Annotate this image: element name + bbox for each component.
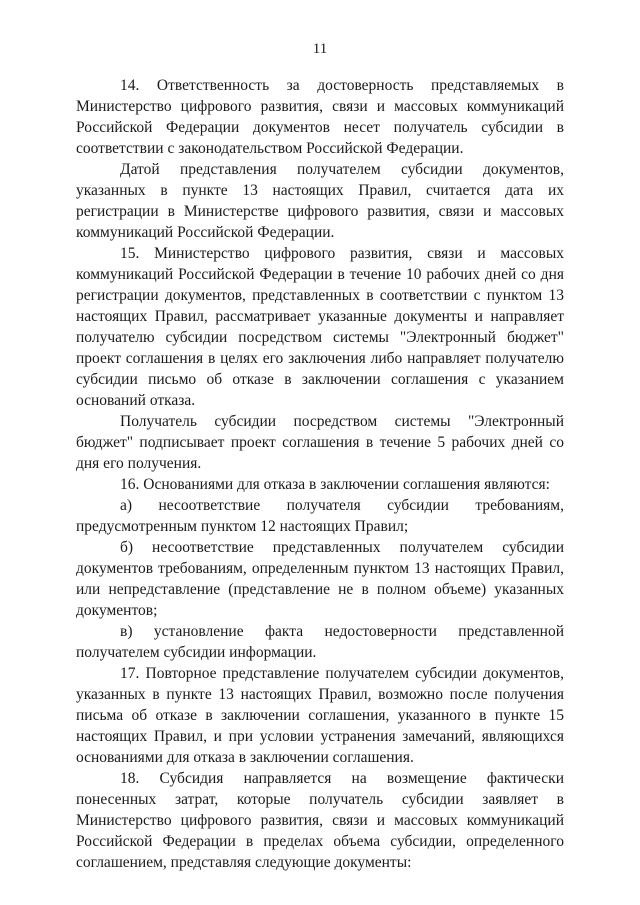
paragraph-14: 14. Ответственность за достоверность представляемых в Министерство цифрового развития, связи и массовых коммуникаций Российской Федерации документов несет получатель субсидии в соответствии с законодательством Российской Федерации. <box>76 77 564 157</box>
paragraph-16-item-c: в) установление факта недостоверности представленной получателем субсидии информации. <box>76 623 564 661</box>
paragraph-15: 15. Министерство цифрового развития, связи и массовых коммуникаций Российской Федерации в течение 10 рабочих дней со дня регистрации документов, представленных в соответствии с пунктом 13 настоящих Правил, рассматривает указанные документы и направляет получателю субсидии посредством системы "Электронный бюджет" проект соглашения в целях его заключения либо направляет получателю субсидии письмо об отказе в заключении соглашения с указанием оснований отказа. <box>76 245 564 409</box>
paragraph-16-item-a: а) несоответствие получателя субсидии требованиям, предусмотренным пунктом 12 настоящих Правил; <box>76 497 564 535</box>
document-body <box>76 75 564 873</box>
paragraph-16-item-b: б) несоответствие представленных получателем субсидии документов требованиям, определенным пунктом 13 настоящих Правил, или непредставление (представление не в полном объеме) указанных документов; <box>76 539 564 619</box>
paragraph-15-signing: Получатель субсидии посредством системы "Электронный бюджет" подписывает проект соглашения в течение 5 рабочих дней со дня его получения. <box>76 413 564 472</box>
paragraph-16: 16. Основаниями для отказа в заключении соглашения являются: <box>120 476 550 493</box>
paragraph-18: 18. Субсидия направляется на возмещение фактически понесенных затрат, которые получатель субсидии заявляет в Министерство цифрового развития, связи и массовых коммуникаций Российской Федерации в пределах объема субсидии, определенного соглашением, представляя следующие документы: <box>76 770 564 871</box>
page-number: 11 <box>312 41 328 57</box>
paragraph-14-submission-date: Датой представления получателем субсидии документов, указанных в пункте 13 настоящих Правил, считается дата их регистрации в Министерстве цифрового развития, связи и массовых коммуникаций Российской Федерации. <box>76 161 564 241</box>
paragraph-17: 17. Повторное представление получателем субсидии документов, указанных в пункте 13 настоящих Правил, возможно после получения письма об отказе в заключении соглашения, указанного в пункте 15 настоящих Правил, и при условии устранения замечаний, являющихся основаниями для отказа в заключении соглашения. <box>76 665 564 766</box>
